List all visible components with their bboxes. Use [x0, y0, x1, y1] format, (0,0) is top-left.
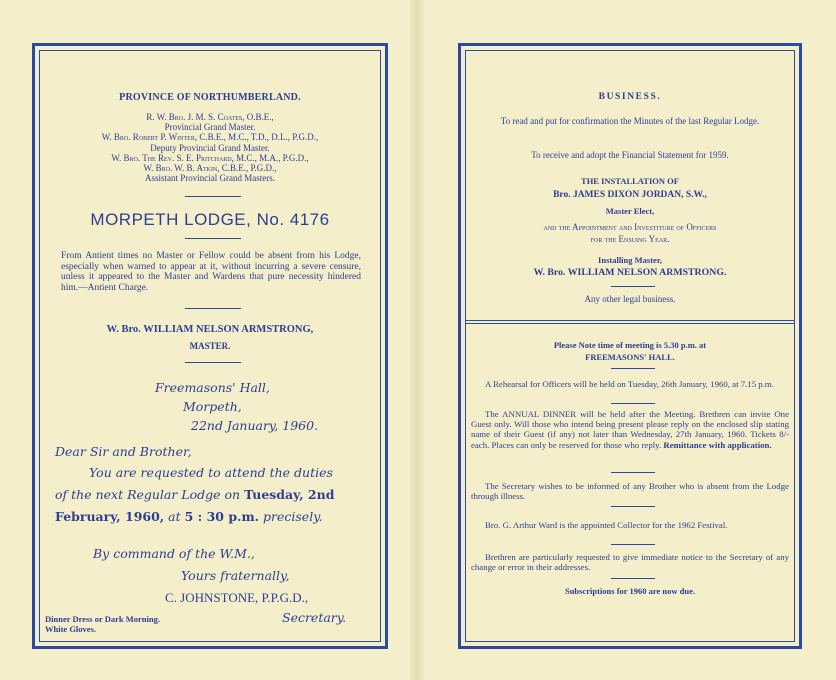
divider [611, 472, 655, 473]
note-time: Please Note time of meeting is 5.30 p.m. at [553, 340, 707, 350]
dress-line: Dinner Dress or Dark Morning. [45, 614, 160, 624]
divider [611, 506, 655, 507]
dinner-text: The ANNUAL DINNER will be held after the Meeting. Brethren can invite One Guest only. Will those who intend being present please reply on the enclosed slip stating name of their Guest (if any) not later than Wednesday, 27th January, 1960. Tickets 8/- each. Places can only be reserved for those who reply. [471, 409, 789, 450]
salutation: Dear Sir and Brother, [55, 444, 192, 459]
divider [611, 578, 655, 579]
signatory-role: Secretary. [282, 610, 347, 625]
left-page [32, 43, 388, 649]
installation-heading: THE INSTALLATION OF [581, 176, 679, 186]
divider [611, 286, 655, 287]
address-line: Morpeth, [183, 399, 242, 414]
secretary-notice: The Secretary wishes to be informed of any Brother who is absent from the Lodge through illness. [471, 481, 789, 502]
closing: Yours fraternally, [181, 568, 290, 583]
page-fold [410, 0, 424, 680]
signatory: C. JOHNSTONE, P.P.G.D., [165, 590, 309, 605]
other-business: Any other legal business. [584, 294, 676, 304]
master-elect-name: Bro. JAMES DIXON JORDAN, S.W., [553, 190, 707, 200]
item-minutes: To read and put for confirmation the Minutes of the last Regular Lodge. [500, 116, 760, 126]
appointment-line: for the Ensuing Year. [590, 234, 670, 244]
collector-notice: Bro. G. Arthur Ward is the appointed Collector for the 1962 Festival. [485, 520, 728, 530]
master-name: W. Bro. WILLIAM NELSON ARMSTRONG, [106, 324, 314, 335]
antient-charge: From Antient times no Master or Fellow could be absent from his Lodge, especially when warned to appear at it, without incurring a severe censure, unless it appeared to the Master and Wardens that pure necessity hindered him.—Antient Charge. [61, 251, 361, 293]
summons-text: of the next Regular Lodge on [55, 487, 245, 502]
dinner-remittance: Remittance with application. [663, 439, 772, 450]
officer-line: Provincial Grand Master. [164, 122, 256, 133]
dress-line: White Gloves. [45, 624, 96, 634]
summons-line [55, 506, 355, 528]
divider [185, 308, 241, 309]
installing-master-name: W. Bro. WILLIAM NELSON ARMSTRONG. [533, 267, 727, 278]
address-line: Freemasons' Hall, [155, 380, 270, 395]
officer-line: Assistant Provincial Grand Masters. [145, 173, 275, 184]
section-rule [465, 320, 795, 321]
note-venue: FREEMASONS' HALL. [585, 352, 675, 362]
master-role: MASTER. [189, 341, 231, 351]
divider [185, 238, 241, 239]
installing-master-label: Installing Master, [598, 255, 662, 265]
divider [611, 403, 655, 404]
rehearsal-notice: A Rehearsal for Officers will be held on Tuesday, 26th January, 1960, at 7.15 p.m. [485, 379, 774, 389]
officer-line: W. Bro. The Rev. S. E. Pritchard, M.C., M.A., P.G.D., [111, 152, 309, 163]
officer-line: R. W. Bro. J. M. S. Coates, O.B.E., [146, 112, 274, 122]
section-rule [465, 323, 795, 324]
divider [611, 544, 655, 545]
command-line: By command of the W.M., [93, 546, 255, 561]
province-heading: PROVINCE OF NORTHUMBERLAND. [119, 92, 301, 103]
appointment-line: and the Appointment and Investiture of Officers [543, 222, 717, 232]
summons-text: precisely. [259, 509, 323, 524]
right-page [458, 43, 802, 649]
provincial-officers [35, 112, 385, 183]
officer-line: W. Bro. Robert P. Winter, C.B.E., M.C., T.D., D.L., P.G.D., [101, 132, 319, 143]
summons-paragraph [55, 462, 355, 528]
divider [185, 196, 241, 197]
officer-line: Deputy Provincial Grand Master. [150, 142, 270, 153]
letter-date: 22nd January, 1960. [191, 418, 319, 433]
dress-code [45, 614, 160, 634]
officer-line: W. Bro. W. B. Atkin, C.B.E., P.G.D., [143, 163, 277, 174]
subscriptions-notice: Subscriptions for 1960 are now due. [564, 586, 696, 596]
item-financial: To receive and adopt the Financial Statement for 1959. [531, 150, 729, 160]
business-heading: BUSINESS. [598, 92, 662, 102]
lodge-title: MORPETH LODGE, No. 4176 [90, 210, 330, 229]
summons-text: at [164, 509, 185, 524]
divider [611, 368, 655, 369]
master-elect-label: Master Elect, [605, 206, 655, 216]
divider [185, 362, 241, 363]
dinner-notice [471, 409, 789, 450]
address-notice: Brethren are particularly requested to give immediate notice to the Secretary of any change or error in their addresses. [471, 552, 789, 573]
meeting-month: February, 1960, [55, 509, 165, 524]
summons-line [55, 484, 355, 506]
meeting-day: Tuesday, 2nd [244, 487, 335, 502]
meeting-time: 5 : 30 p.m. [184, 509, 260, 524]
summons-line: You are requested to attend the duties [89, 465, 333, 480]
